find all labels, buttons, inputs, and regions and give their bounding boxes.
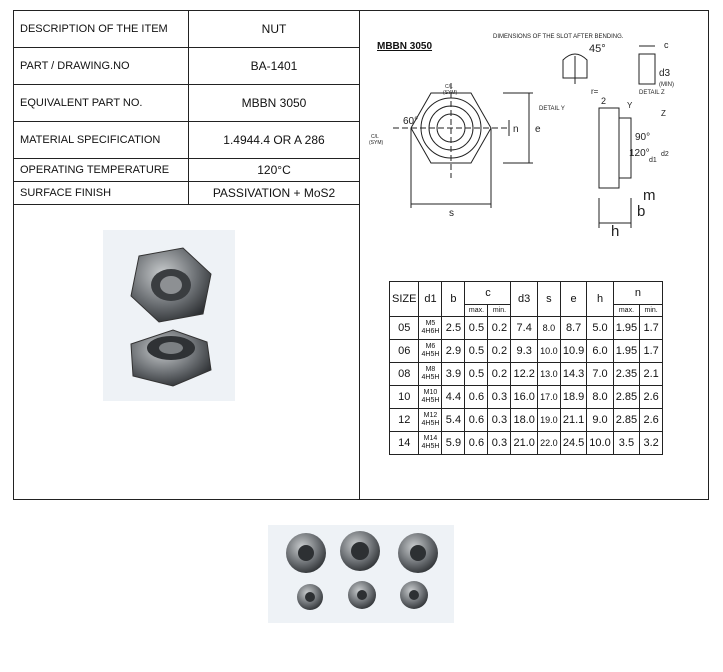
label-z: Z — [661, 109, 666, 118]
cell-b: 5.9 — [442, 432, 465, 455]
cell-e: 18.9 — [560, 386, 586, 409]
label-e: e — [535, 124, 541, 135]
cell-s: 17.0 — [537, 386, 560, 409]
cell-cmax: 0.5 — [465, 317, 488, 340]
detail-z-label: DETAIL Z — [639, 90, 665, 96]
spec-value: NUT — [189, 11, 360, 48]
label-sym-top: (SYM) — [443, 90, 458, 96]
column-divider — [359, 11, 360, 499]
cell-b: 5.4 — [442, 409, 465, 432]
label-c: c — [664, 40, 669, 50]
label-cl-left: C/L — [371, 134, 379, 140]
cell-cmax: 0.5 — [465, 363, 488, 386]
col-d1: d1 — [419, 282, 442, 317]
cell-nmin: 2.6 — [640, 409, 663, 432]
spec-row — [14, 182, 359, 205]
spec-label: MATERIAL SPECIFICATION — [14, 122, 189, 159]
spec-row — [14, 159, 359, 182]
technical-drawing — [363, 28, 675, 238]
col-d3: d3 — [511, 282, 537, 317]
product-photo-bottom — [268, 525, 454, 623]
cell-d3: 9.3 — [511, 340, 537, 363]
cell-nmin: 1.7 — [640, 317, 663, 340]
cell-d1-thread: M12 — [423, 412, 438, 419]
cell-s: 10.0 — [537, 340, 560, 363]
cell-nmax: 1.95 — [613, 317, 639, 340]
label-min: (MIN) — [659, 82, 674, 88]
cell-nmin: 2.6 — [640, 386, 663, 409]
cell-size: 10 — [390, 386, 419, 409]
table-row — [390, 363, 663, 386]
cell-d3: 21.0 — [511, 432, 537, 455]
cell-e: 8.7 — [560, 317, 586, 340]
cell-size: 12 — [390, 409, 419, 432]
label-d2: d2 — [661, 151, 669, 158]
cell-nmax: 2.85 — [613, 386, 639, 409]
label-y: Y — [627, 101, 633, 110]
castle-nut-photo — [103, 230, 235, 401]
cell-d1 — [419, 317, 442, 340]
cell-e: 14.3 — [560, 363, 586, 386]
cell-h: 6.0 — [587, 340, 613, 363]
angle-60: 60° — [403, 116, 419, 127]
spec-row — [14, 11, 359, 48]
cell-cmin: 0.2 — [488, 363, 511, 386]
spec-label: EQUIVALENT PART NO. — [14, 85, 189, 122]
cell-s: 22.0 — [537, 432, 560, 455]
cell-nmin: 2.1 — [640, 363, 663, 386]
slot-note: DIMENSIONS OF THE SLOT AFTER BENDING. — [493, 34, 624, 40]
label-half: 2 — [601, 96, 607, 106]
cell-b: 4.4 — [442, 386, 465, 409]
cell-s: 13.0 — [537, 363, 560, 386]
col-s: s — [537, 282, 560, 317]
slot-angle: 45° — [589, 43, 606, 55]
col-n: n — [613, 282, 662, 305]
cell-nmax: 2.85 — [613, 409, 639, 432]
drawing-title: MBBN 3050 — [377, 41, 433, 52]
cell-cmin: 0.3 — [488, 386, 511, 409]
col-b: b — [442, 282, 465, 317]
cell-d1-thread: M10 — [423, 389, 438, 396]
cell-cmax: 0.5 — [465, 340, 488, 363]
cell-cmax: 0.6 — [465, 409, 488, 432]
spec-table — [14, 11, 359, 205]
col-n-min: min. — [640, 305, 663, 317]
spec-value: 1.4944.4 OR A 286 — [189, 122, 360, 159]
spec-row — [14, 48, 359, 85]
label-sym-left: (SYM) — [369, 140, 384, 146]
col-e: e — [560, 282, 586, 317]
cell-d3: 16.0 — [511, 386, 537, 409]
cell-d1-tol: 4H6H — [421, 328, 440, 335]
spec-row — [14, 85, 359, 122]
spec-row — [14, 122, 359, 159]
detail-y-label: DETAIL Y — [539, 106, 565, 112]
cell-cmin: 0.3 — [488, 432, 511, 455]
col-size: SIZE — [390, 282, 419, 317]
table-header-row — [390, 282, 663, 305]
cell-nmin: 1.7 — [640, 340, 663, 363]
angle-120: 120° — [629, 148, 650, 159]
col-c-max: max. — [465, 305, 488, 317]
label-cl-top: C/L — [445, 84, 453, 90]
cell-s: 8.0 — [537, 317, 560, 340]
cell-h: 9.0 — [587, 409, 613, 432]
product-photo-top — [103, 230, 235, 401]
cell-e: 10.9 — [560, 340, 586, 363]
cell-size: 06 — [390, 340, 419, 363]
angle-90: 90° — [635, 132, 651, 143]
spec-value: BA-1401 — [189, 48, 360, 85]
cell-size: 08 — [390, 363, 419, 386]
cell-e: 24.5 — [560, 432, 586, 455]
cell-d1-tol: 4H5H — [421, 397, 440, 404]
cell-h: 8.0 — [587, 386, 613, 409]
cell-d1 — [419, 409, 442, 432]
cell-b: 3.9 — [442, 363, 465, 386]
label-n: n — [513, 124, 519, 135]
label-d3: d3 — [659, 68, 671, 79]
col-c: c — [465, 282, 511, 305]
table-row — [390, 340, 663, 363]
label-m: m — [643, 187, 656, 204]
cell-d1-tol: 4H5H — [421, 443, 440, 450]
label-s: s — [449, 208, 454, 219]
cell-b: 2.9 — [442, 340, 465, 363]
col-n-max: max. — [613, 305, 639, 317]
cell-d3: 7.4 — [511, 317, 537, 340]
cell-e: 21.1 — [560, 409, 586, 432]
spec-value: PASSIVATION + MoS2 — [189, 182, 360, 205]
col-h: h — [587, 282, 613, 317]
cell-d1 — [419, 363, 442, 386]
table-row — [390, 386, 663, 409]
cell-d3: 18.0 — [511, 409, 537, 432]
cell-cmin: 0.2 — [488, 317, 511, 340]
dimensions-table — [389, 281, 663, 455]
spec-value: MBBN 3050 — [189, 85, 360, 122]
cell-d1-thread: M6 — [425, 343, 436, 350]
cell-d1-thread: M8 — [425, 366, 436, 373]
cell-d1-tol: 4H5H — [421, 351, 440, 358]
cell-h: 7.0 — [587, 363, 613, 386]
cell-size: 05 — [390, 317, 419, 340]
cell-b: 2.5 — [442, 317, 465, 340]
cell-nmax: 3.5 — [613, 432, 639, 455]
table-row — [390, 317, 663, 340]
cell-d1 — [419, 386, 442, 409]
cell-nmin: 3.2 — [640, 432, 663, 455]
col-c-min: min. — [488, 305, 511, 317]
cell-d3: 12.2 — [511, 363, 537, 386]
spec-label: OPERATING TEMPERATURE — [14, 159, 189, 182]
cell-h: 5.0 — [587, 317, 613, 340]
table-row — [390, 409, 663, 432]
cell-d1-tol: 4H5H — [421, 374, 440, 381]
cell-d1-tol: 4H5H — [421, 420, 440, 427]
spec-value: 120°C — [189, 159, 360, 182]
spec-label: SURFACE FINISH — [14, 182, 189, 205]
spec-label: DESCRIPTION OF THE ITEM — [14, 11, 189, 48]
table-row — [390, 432, 663, 455]
cell-h: 10.0 — [587, 432, 613, 455]
label-b: b — [637, 203, 646, 220]
spec-label: PART / DRAWING.NO — [14, 48, 189, 85]
cell-d1 — [419, 340, 442, 363]
cell-s: 19.0 — [537, 409, 560, 432]
cell-cmax: 0.6 — [465, 432, 488, 455]
cell-nmax: 2.35 — [613, 363, 639, 386]
cell-cmin: 0.2 — [488, 340, 511, 363]
cell-d1 — [419, 432, 442, 455]
cell-cmin: 0.3 — [488, 409, 511, 432]
nut-assortment-photo — [268, 525, 454, 623]
cell-d1-thread: M5 — [425, 320, 436, 327]
cell-nmax: 1.95 — [613, 340, 639, 363]
label-r: r= — [591, 87, 599, 96]
cell-size: 14 — [390, 432, 419, 455]
cell-d1-thread: M14 — [423, 435, 438, 442]
cell-cmax: 0.6 — [465, 386, 488, 409]
label-h: h — [611, 223, 620, 238]
label-d1: d1 — [649, 157, 657, 164]
